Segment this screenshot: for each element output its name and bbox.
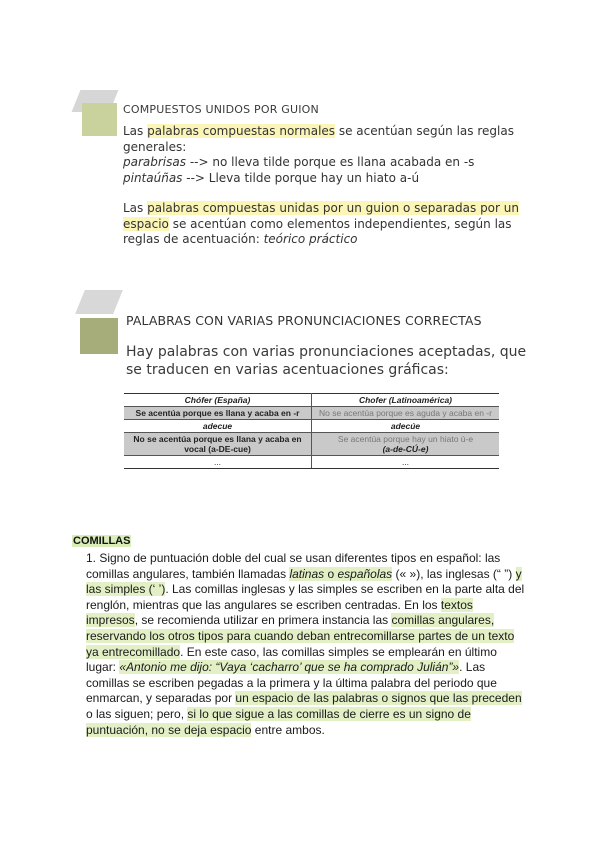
example-line: pintaúñas --> Lleva tilde porque hay un hiato a-ú [123, 170, 420, 185]
table-cell: ... [312, 456, 500, 469]
table-header-row [124, 394, 499, 407]
decorative-square [80, 318, 118, 354]
table-cell: Se acentúa porque hay un hiato ú-e (a-de-CÚ-e) [312, 433, 500, 456]
section-body-comillas: 1. Signo de puntuación doble del cual se usan diferentes tipos en español: las comillas angulares, también llamadas latinas o españolas (« »), las inglesas (“ ”) y las simples (‘ ’). Las comillas inglesas y las simples se escriben en la parte alta del renglón, mientras que las angulares se escriben centradas. En los textos impresos, se recomienda utilizar en primera instancia las comillas angulares, reservando los otros tipos para cuando deban entrecomillarse partes de un texto ya entrecomillado. En este caso, las comillas simples se emplearán en último lugar: «Antonio me dijo: “Vaya ‘cacharro’ que se ha comprado Julián”». Las comillas se escriben pegadas a la primera y la última palabra del periodo que enmarcan, y separadas por un espacio de las palabras o signos que las preceden o las siguen; pero, si lo que sigue a las comillas de cierre es un signo de puntuación, no se deja espacio entre ambos. [86, 551, 525, 737]
example-line: parabrisas --> no lleva tilde porque es llana acabada en -s [123, 155, 475, 169]
table-cell: adecúe [312, 420, 500, 433]
decorative-parallelogram [75, 290, 123, 314]
paragraph-compuestas-normales: Las palabras compuestas normales se acentúan según las reglas generales: [123, 124, 514, 154]
table-row [124, 456, 499, 469]
table-header: Chofer (Latinoamérica) [312, 394, 500, 407]
table-cell: ... [124, 456, 312, 469]
table-cell: adecue [124, 420, 312, 433]
table-cell: No se acentúa porque es llana y acaba en vocal (a-DE-cue) [124, 433, 312, 456]
accent-comparison-table [124, 393, 499, 469]
table-row [124, 407, 499, 420]
table-header: Chófer (España) [124, 394, 312, 407]
table-row [124, 420, 499, 433]
section-body-pronunciaciones: Hay palabras con varias pronunciaciones aceptadas, que se traducen en varias acentuaciones gráficas: [126, 344, 527, 378]
table-row [124, 433, 499, 456]
section-title-comillas: COMILLAS [73, 535, 131, 547]
decorative-square [82, 103, 117, 136]
section-title-compuestos: COMPUESTOS UNIDOS POR GUION [123, 103, 319, 116]
section-title-pronunciaciones: PALABRAS CON VARIAS PRONUNCIACIONES CORRECTAS [126, 313, 482, 328]
highlight: palabras compuestas normales [147, 124, 336, 138]
highlight: palabras compuestas unidas por un guion o separadas por un espacio [123, 201, 519, 231]
paragraph-compuestas-guion: Las palabras compuestas unidas por un guion o separadas por un espacio se acentúan como elementos independientes, según las reglas de acentuación: teórico práctico [123, 201, 519, 246]
section-body-compuestos [123, 124, 533, 248]
table-cell: Se acentúa porque es llana y acaba en -r [124, 407, 312, 420]
table-cell: No se acentúa porque es aguda y acaba en -r [312, 407, 500, 420]
